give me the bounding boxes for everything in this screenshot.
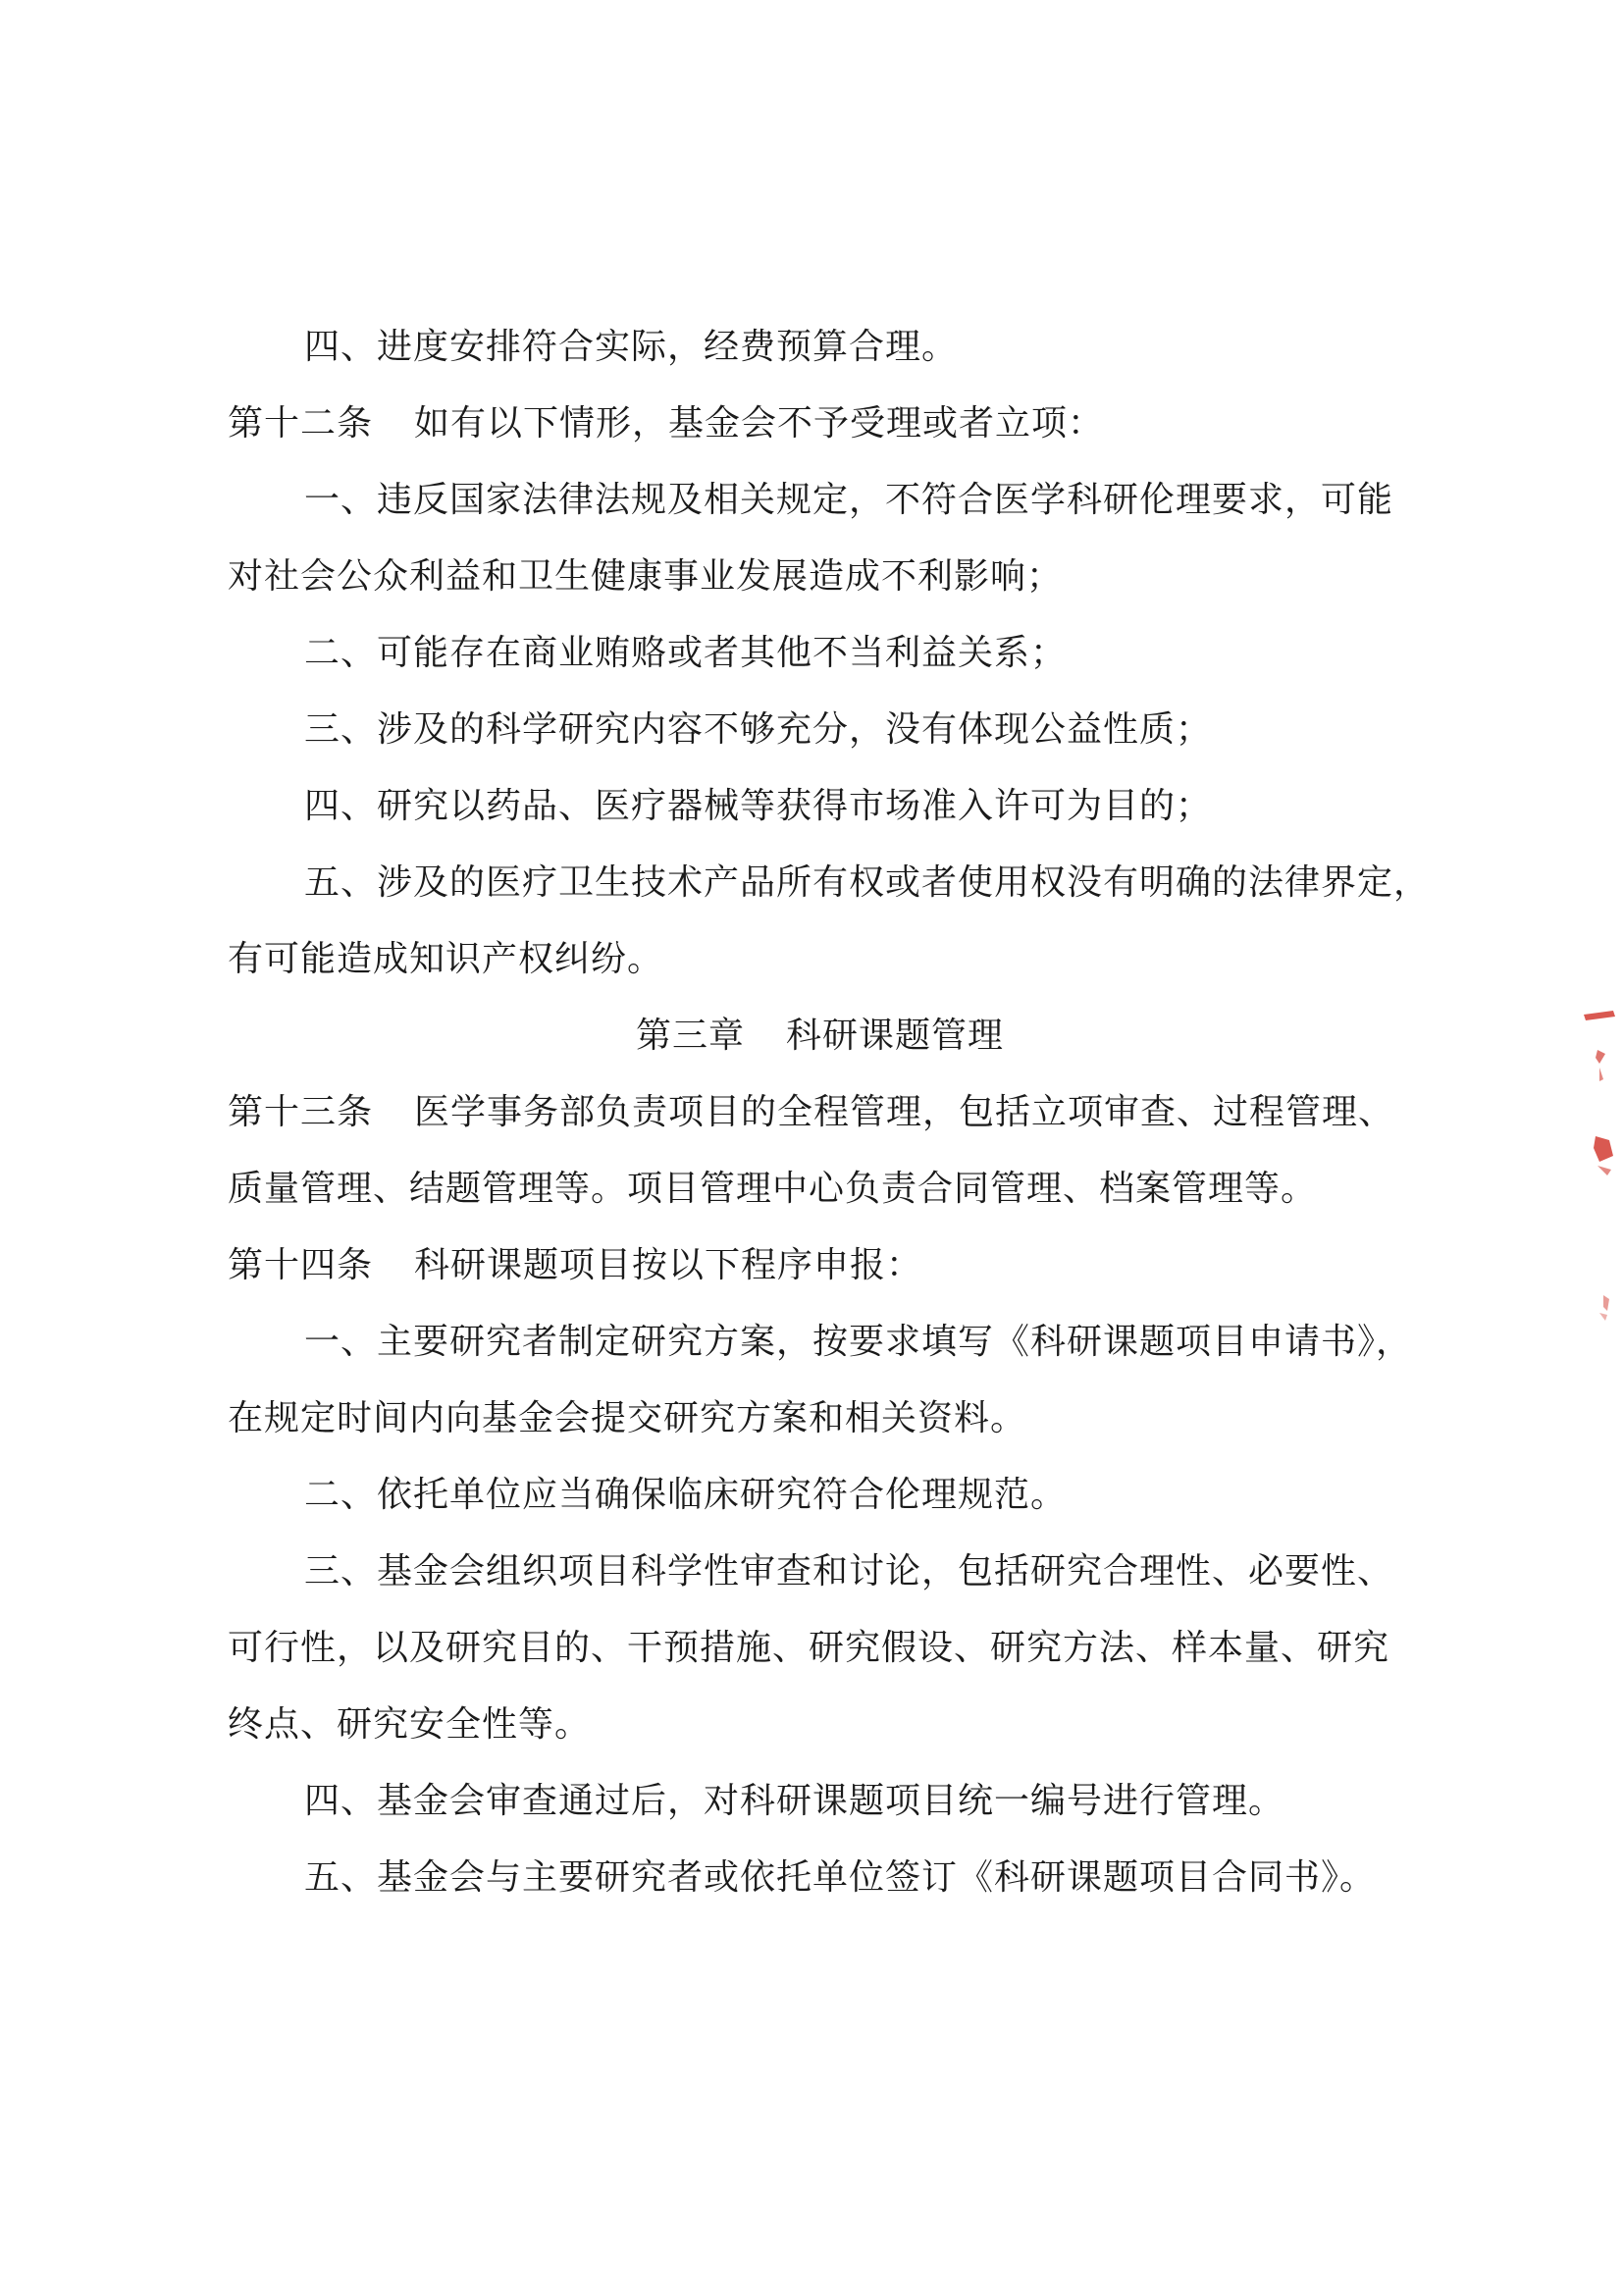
text-line: 五、涉及的医疗卫生技术产品所有权或者使用权没有明确的法律界定，: [304, 862, 1431, 903]
text-line: 四、进度安排符合实际，经费预算合理。: [304, 327, 959, 367]
text-line: 质量管理、结题管理等。项目管理中心负责合同管理、档案管理等。: [228, 1169, 1318, 1209]
text-line: 可行性，以及研究目的、干预措施、研究假设、研究方法、样本量、研究: [228, 1628, 1390, 1668]
text-line: 二、依托单位应当确保临床研究符合伦理规范。: [304, 1475, 1068, 1515]
text-line: 在规定时间内向基金会提交研究方案和相关资料。: [228, 1398, 1027, 1438]
text-line: 四、研究以药品、医疗器械等获得市场准入许可为目的；: [304, 786, 1213, 826]
article-14: [228, 1242, 922, 1289]
article-label: 第十三条: [228, 1092, 374, 1132]
article-text: 如有以下情形，基金会不予受理或者立项：: [414, 403, 1105, 444]
chapter-number: 第三章: [636, 1016, 746, 1056]
text-line: 一、主要研究者制定研究方案，按要求填写《科研课题项目申请书》，: [304, 1322, 1413, 1362]
text-line: 有可能造成知识产权纠纷。: [228, 939, 664, 979]
article-text: 医学事务部负责项目的全程管理，包括立项审查、过程管理、: [414, 1092, 1395, 1132]
text-line: 三、涉及的科学研究内容不够充分，没有体现公益性质；: [304, 709, 1213, 750]
text-line: 三、基金会组织项目科学性审查和讨论，包括研究合理性、必要性、: [304, 1551, 1394, 1592]
chapter-heading: [636, 1013, 1004, 1060]
text-line: 二、可能存在商业贿赂或者其他不当利益关系；: [304, 633, 1068, 673]
article-label: 第十二条: [228, 403, 374, 444]
text-line: 五、基金会与主要研究者或依托单位签订《科研课题项目合同书》。: [304, 1857, 1377, 1898]
article-text: 科研课题项目按以下程序申报：: [414, 1245, 923, 1285]
article-12: [228, 400, 1104, 447]
article-13: [228, 1089, 1394, 1136]
chapter-title: 科研课题管理: [786, 1016, 1005, 1056]
text-line: 四、基金会审查通过后，对科研课题项目统一编号进行管理。: [304, 1781, 1285, 1821]
seal-edge-marks: [1570, 1001, 1623, 1334]
text-line: 终点、研究安全性等。: [228, 1704, 592, 1745]
article-label: 第十四条: [228, 1245, 374, 1285]
text-line: 对社会公众利益和卫生健康事业发展造成不利影响；: [228, 556, 1064, 597]
text-line: 一、违反国家法律法规及相关规定，不符合医学科研伦理要求，可能: [304, 480, 1394, 520]
